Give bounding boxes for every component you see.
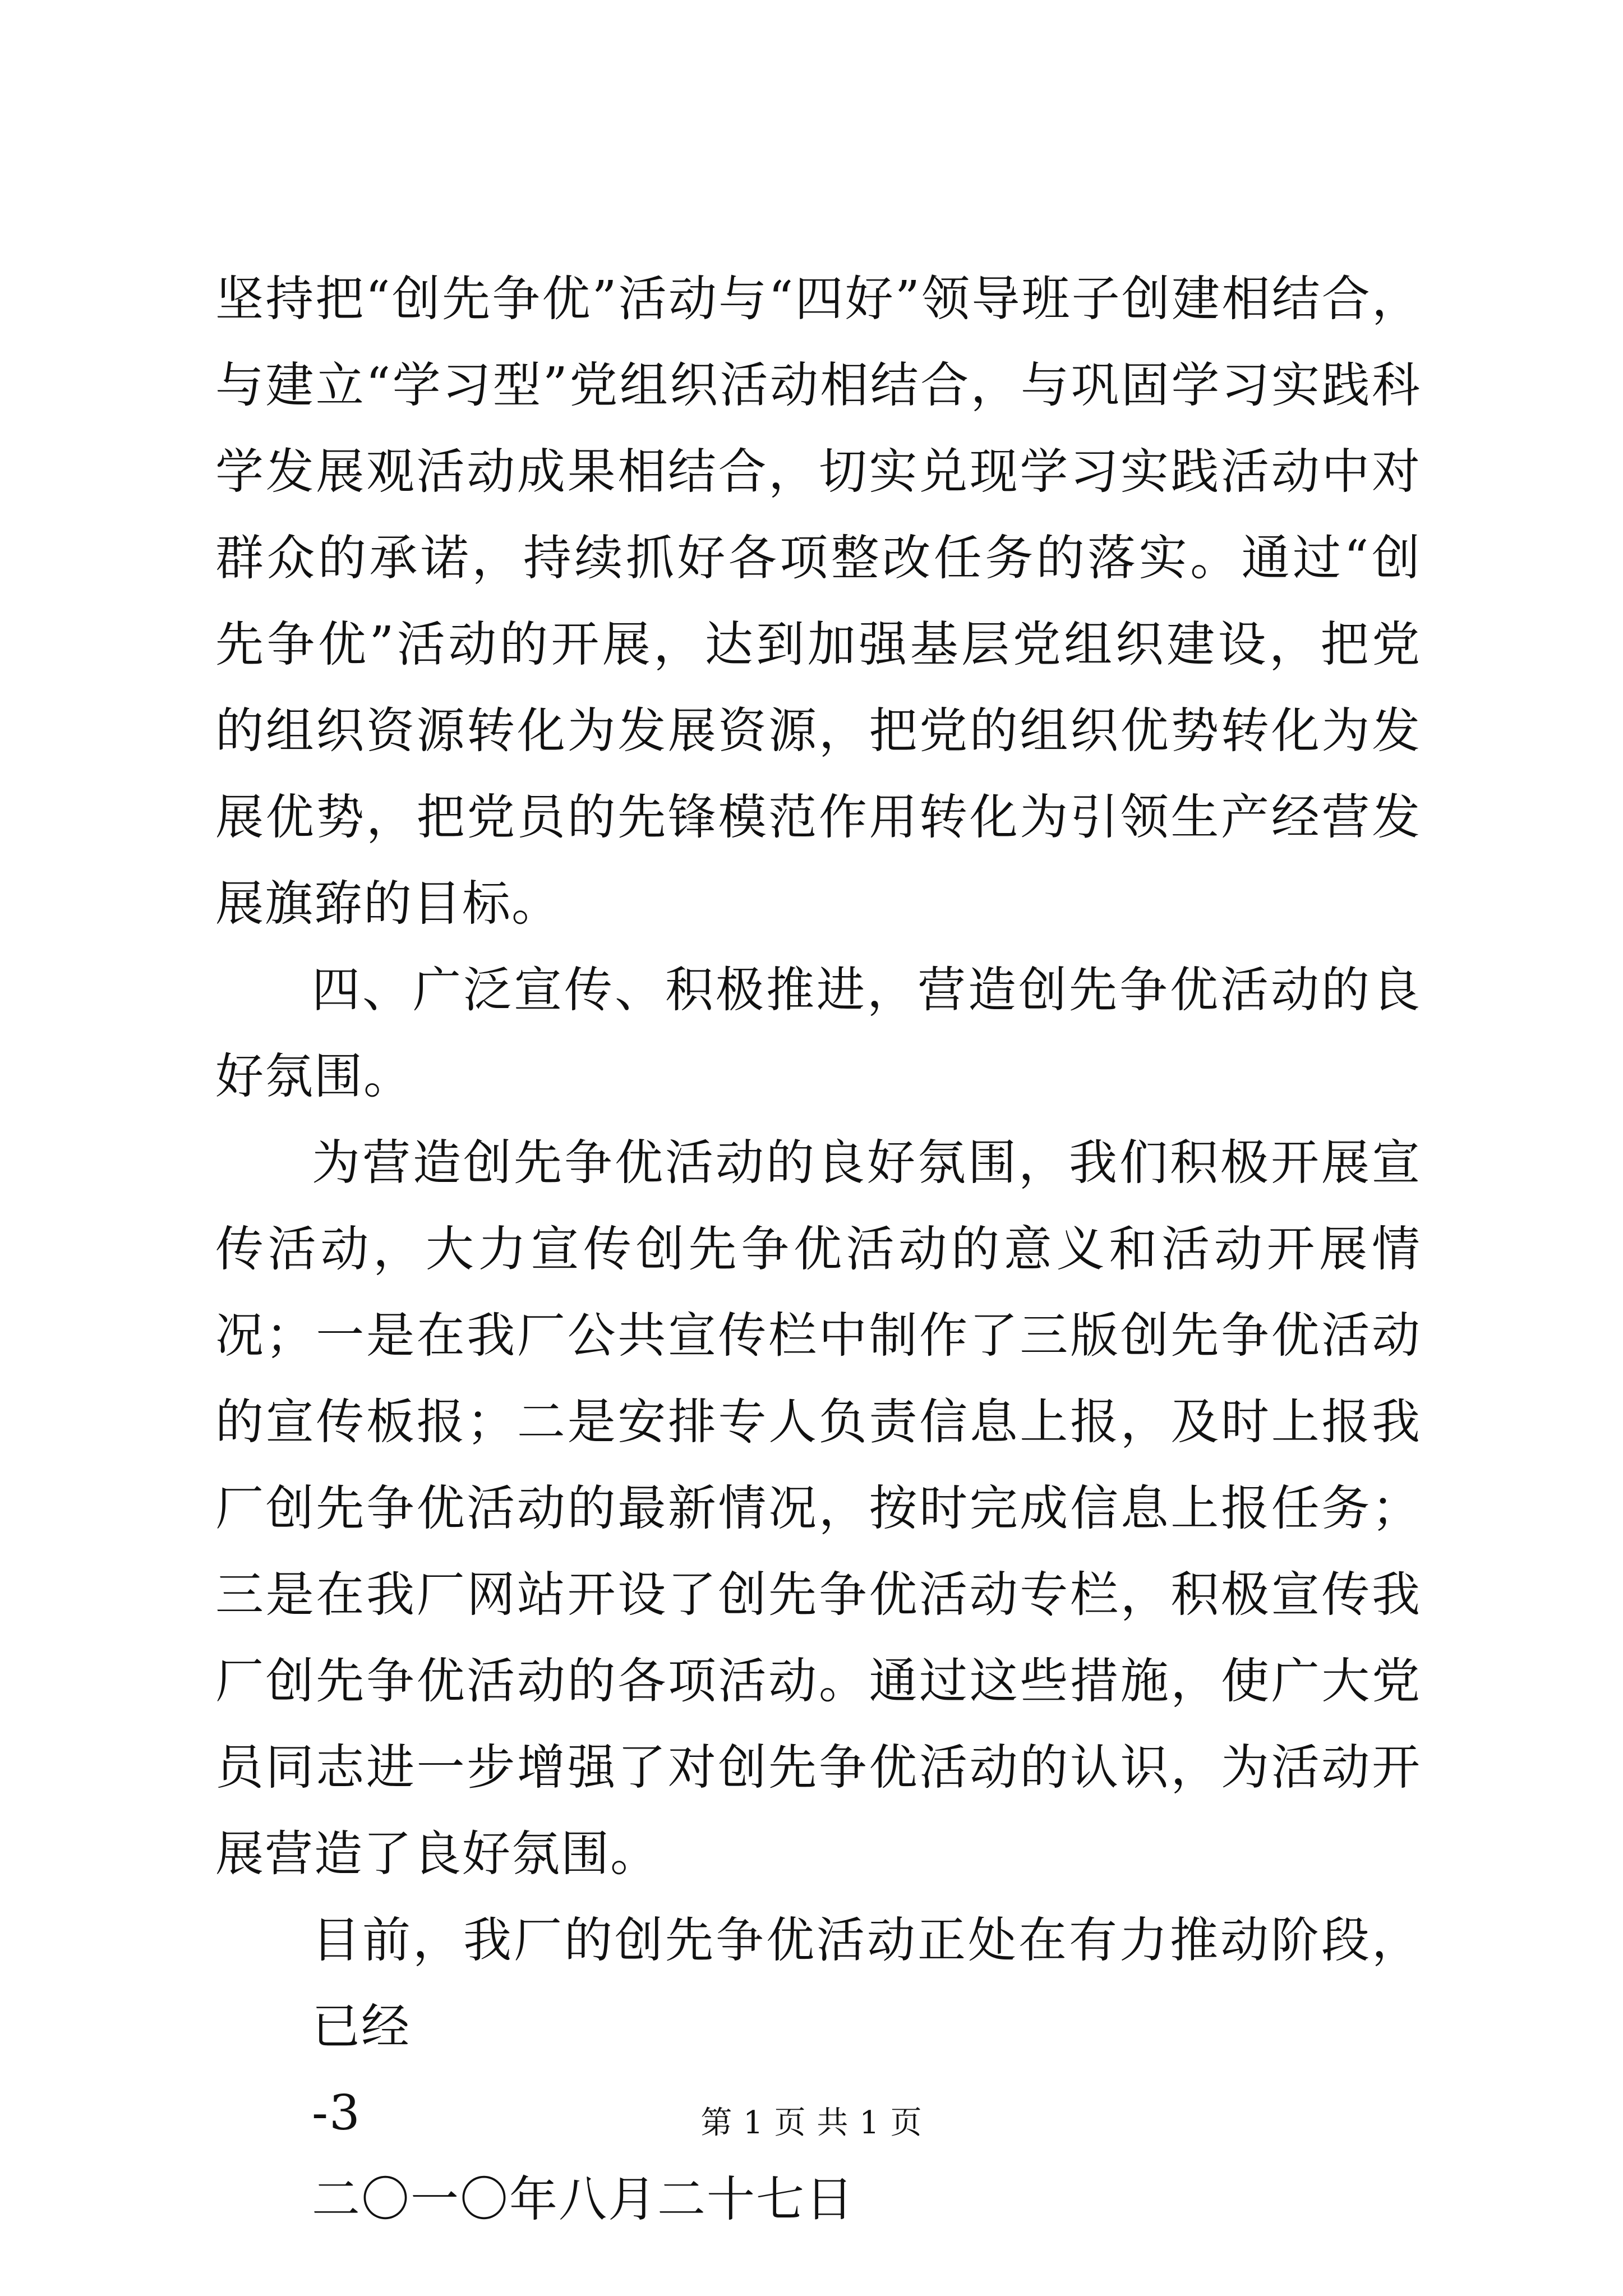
- paragraph-current-status: 目前，我厂的创先争优活动正处在有力推动阶段，已经: [312, 1912, 1421, 2055]
- section-heading-four: 四、广泛宣传、积极推进，营造创先争优活动的良好氛围。: [215, 962, 1421, 1105]
- document-body: [215, 256, 1421, 2243]
- paragraph-publicity: 为营造创先争优活动的良好氛围，我们积极开展宣传活动，大力宣传创先争优活动的意义和活动开展情况；一是在我厂公共宣传栏中制作了三版创先争优活动的宣传板报；二是安排专人负责信息上报，及时上报我厂创先争优活动的最新情况，按时完成信息上报任务；三是在我厂网站开设了创先争优活动专栏，积极宣传我厂创先争优活动的各项活动。通过这些措施，使广大党员同志进一步增强了对创先争优活动的认识，为活动开展营造了良好氛围。: [215, 1135, 1421, 1882]
- document-date: 二〇一〇年八月二十七日: [312, 2171, 855, 2228]
- page-marker: -3: [312, 2085, 361, 2141]
- page-footer: 第 1 页 共 1 页: [700, 2105, 923, 2141]
- paragraph-conclusion-goals: 坚持把“创先争优”活动与“四好”领导班子创建相结合，与建立“学习型”党组织活动相结合，与巩固学习实践科学发展观活动成果相结合，切实兑现学习实践活动中对群众的承诺，持续抓好各项整改任务的落实。通过“创先争优”活动的开展，达到加强基层党组织建设，把党的组织资源转化为发展资源，把党的组织优势转化为发展优势，把党员的先锋模范作用转化为引领生产经营发展旗臶的目标。: [215, 271, 1421, 932]
